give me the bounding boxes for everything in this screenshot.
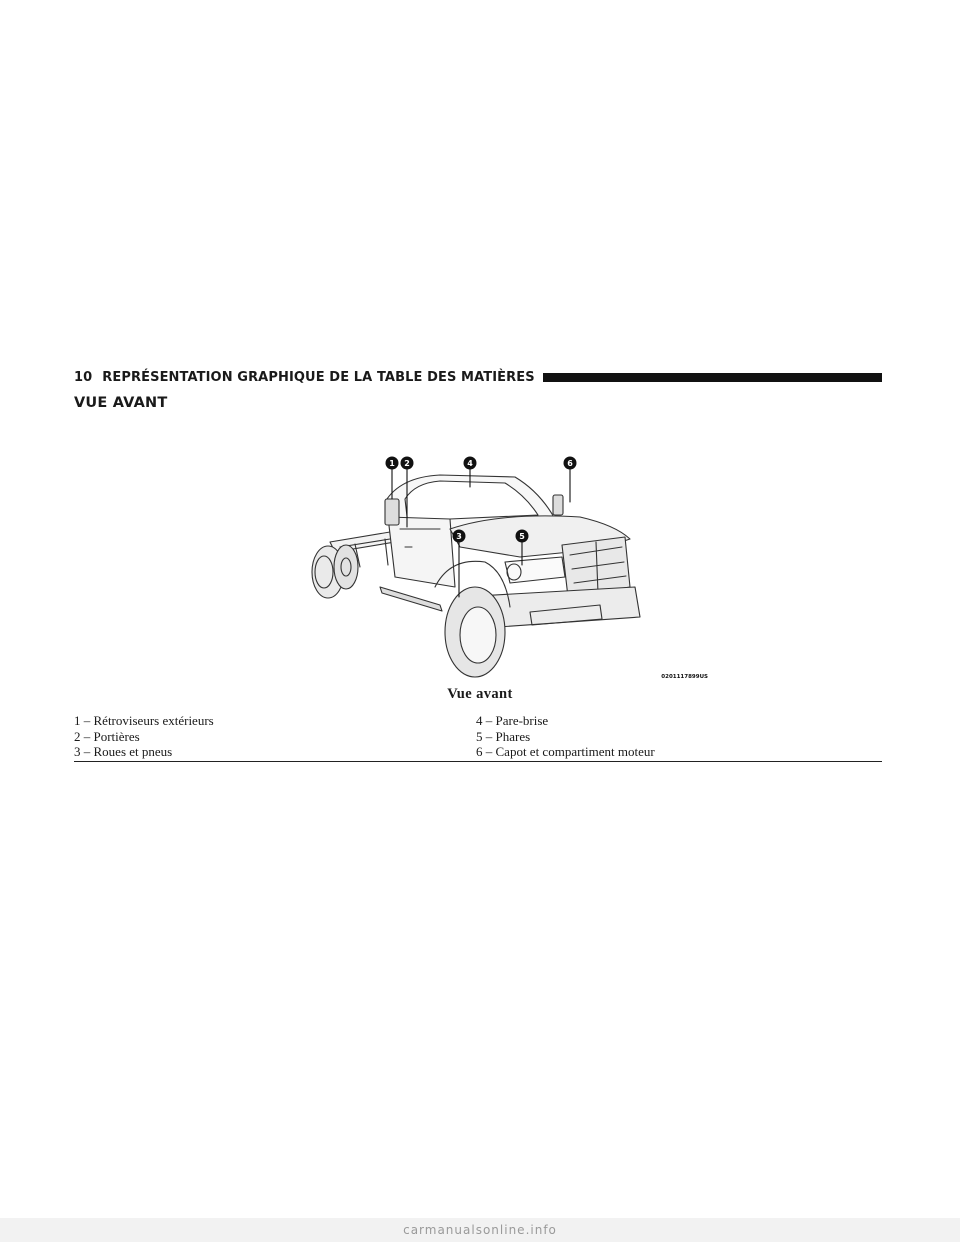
watermark: carmanualsonline.info	[0, 1218, 960, 1242]
callout-3-label: 3	[456, 532, 462, 541]
callout-2-label: 2	[404, 459, 410, 468]
page-number: 10	[74, 369, 93, 385]
truck-front-view-figure	[300, 447, 710, 683]
legend-divider	[74, 761, 882, 762]
section-title: VUE AVANT	[74, 395, 168, 411]
header-bar	[543, 373, 882, 382]
chapter-title: REPRÉSENTATION GRAPHIQUE DE LA TABLE DES MATIÈRES	[102, 369, 535, 385]
callout-6-label: 6	[567, 459, 573, 468]
legend-item: 1 – Rétroviseurs extérieurs	[74, 713, 214, 728]
legend-item: 6 – Capot et compartiment moteur	[476, 744, 655, 759]
callout-1-label: 1	[389, 459, 395, 468]
figure-caption: Vue avant	[447, 686, 513, 702]
page-header	[74, 366, 882, 388]
legend-item: 2 – Portières	[74, 728, 140, 744]
legend-item: 3 – Roues et pneus	[74, 744, 173, 759]
callout-5-label: 5	[519, 532, 525, 541]
image-code: 0201117899US	[661, 674, 708, 680]
legend-item: 4 – Pare-brise	[476, 713, 549, 728]
callout-4-label: 4	[467, 459, 473, 468]
figure-legend	[74, 713, 882, 760]
legend-item: 5 – Phares	[476, 728, 531, 744]
truck-illustration	[300, 447, 710, 683]
